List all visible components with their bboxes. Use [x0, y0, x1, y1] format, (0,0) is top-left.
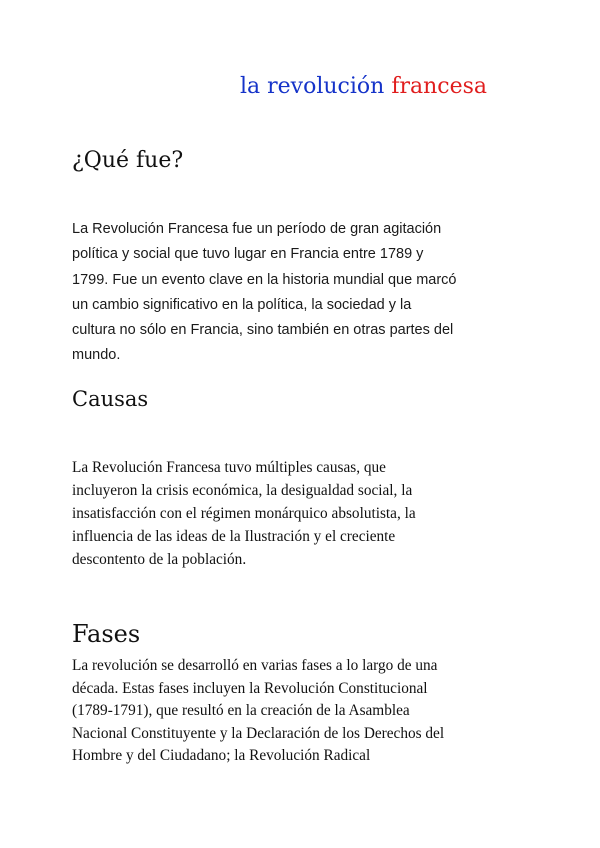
paragraph-line: 1799. Fue un evento clave en la historia mundial que marcó	[72, 271, 457, 288]
paragraph-line: mundo.	[72, 347, 121, 364]
paragraph-line: influencia de las ideas de la Ilustración y el creciente	[72, 528, 396, 545]
paragraph-line: insatisfacción con el régimen monárquico absolutista, la	[72, 505, 416, 522]
heading-causas: Causas	[72, 387, 149, 411]
paragraph-causas	[72, 456, 532, 571]
paragraph-line: un cambio significativo en la política, la sociedad y la	[72, 296, 412, 313]
paragraph-line: La Revolución Francesa tuvo múltiples causas, que	[72, 459, 386, 476]
title-word-la-revolucion: la revolución	[240, 74, 385, 99]
heading-fases: Fases	[72, 620, 141, 648]
paragraph-line: política y social que tuvo lugar en Francia entre 1789 y	[72, 246, 424, 263]
paragraph-line: (1789-1791), que resultó en la creación de la Asamblea	[72, 702, 410, 719]
paragraph-line: cultura no sólo en Francia, sino también en otras partes del	[72, 322, 454, 339]
paragraph-line: Hombre y del Ciudadano; la Revolución Radical	[72, 747, 371, 764]
heading-que-fue: ¿Qué fue?	[72, 148, 184, 173]
title-word-francesa: francesa	[391, 74, 488, 99]
page-title	[0, 70, 600, 104]
paragraph-line: década. Estas fases incluyen la Revolución Constitucional	[72, 679, 428, 697]
paragraph-que-fue	[72, 217, 532, 369]
paragraph-line: La revolución se desarrolló en varias fases a lo largo de una	[72, 657, 438, 674]
paragraph-fases	[72, 655, 532, 768]
paragraph-line: La Revolución Francesa fue un período de gran agitación	[72, 221, 442, 237]
paragraph-line: incluyeron la crisis económica, la desigualdad social, la	[72, 482, 413, 499]
paragraph-line: descontento de la población.	[72, 551, 247, 568]
paragraph-line: Nacional Constituyente y la Declaración de los Derechos del	[72, 724, 445, 742]
